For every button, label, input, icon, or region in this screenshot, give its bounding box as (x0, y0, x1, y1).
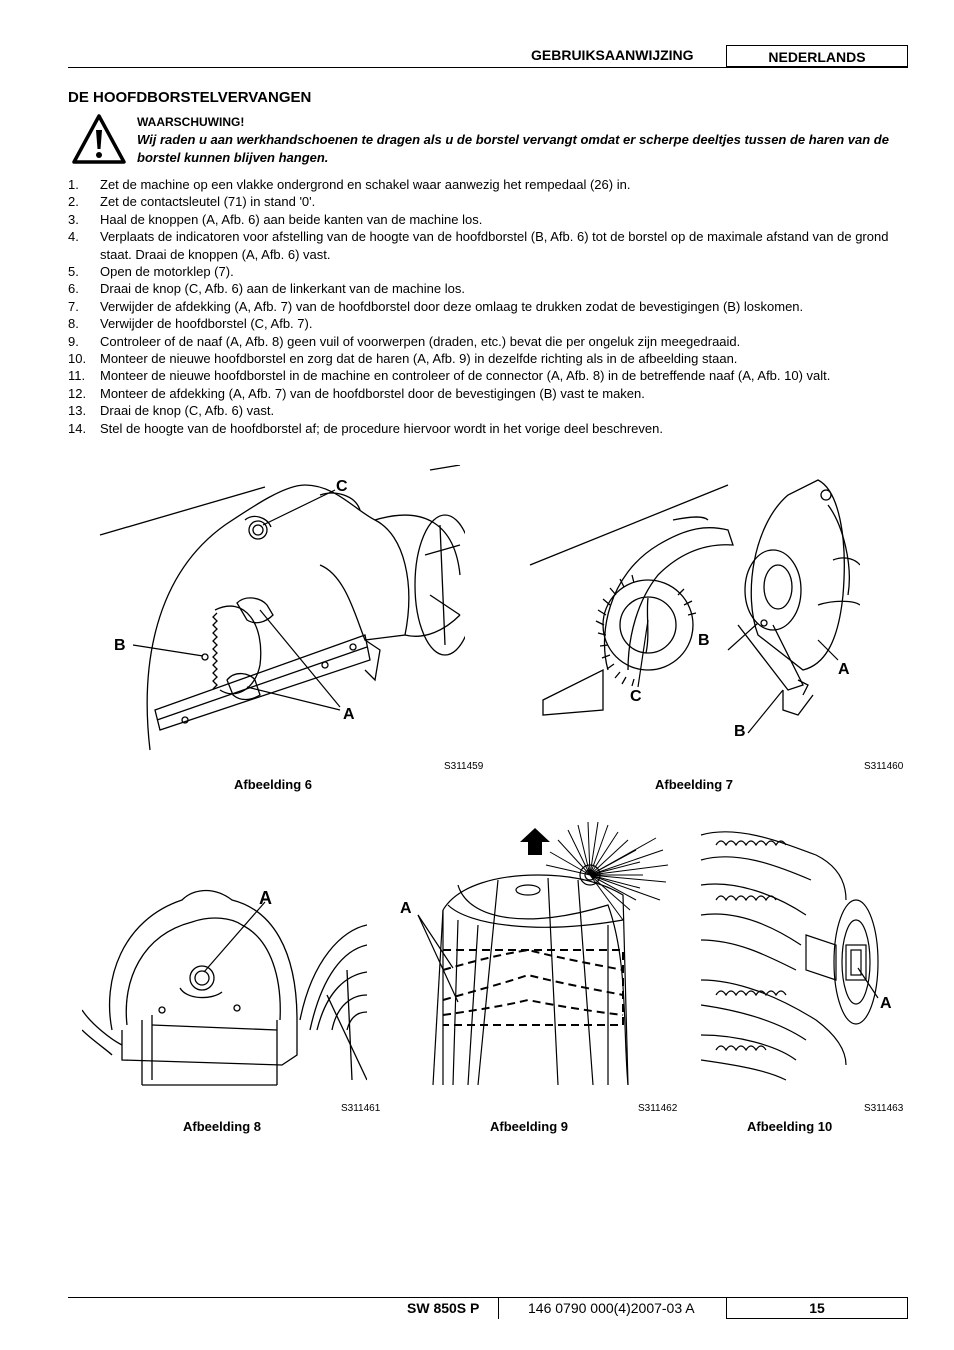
list-item: 7. Verwijder de afdekking (A, Afb. 7) van de hoofdborstel door deze omlaag te drukken zodat de bevestigingen (B) loskomen. (68, 298, 804, 314)
warning-icon (71, 113, 127, 165)
figure-9-illustration (398, 810, 678, 1090)
footer-model: SW 850S P (407, 1300, 480, 1316)
list-item: 9. Controleer of de naaf (A, Afb. 8) geen vuil of voorwerpen (draden, etc.) bevat die per ongeluk zijn meegedraaid. (68, 333, 741, 349)
procedure-steps (68, 176, 898, 437)
footer-doc-number: 146 0790 000(4)2007-03 A (528, 1300, 695, 1316)
header-rule (68, 67, 908, 68)
list-item: 11. Monteer de nieuwe hoofdborstel in de machine en controleer of de connector (A, Afb. 8) in de betreffende naaf (A, Afb. 10) valt. (68, 368, 831, 384)
warning-text: Wij raden u aan werkhandschoenen te dragen als u de borstel vervangt omdat er scherpe deeltjes tussen de haren van de borstel kunnen blijven hangen. (137, 132, 889, 165)
fig7-callout-a: A (838, 661, 850, 678)
figure-6-illustration (95, 465, 465, 755)
page-number: 15 (726, 1297, 908, 1319)
warning-title: WAARSCHUWING! (137, 115, 245, 129)
fig8-callout-a: A (259, 888, 272, 908)
list-item: 13. Draai de knop (C, Afb. 6) vast. (68, 403, 275, 419)
fig7-callout-b-bottom: B (734, 723, 746, 740)
section-title: DE HOOFDBORSTELVERVANGEN (68, 89, 312, 106)
list-item: 1. Zet de machine op een vlakke ondergrond en schakel waar aanwezig het rempedaal (26) in. (68, 177, 631, 192)
fig6-code: S311459 (444, 761, 484, 772)
fig7-callout-c: C (630, 688, 642, 705)
fig6-caption: Afbeelding 6 (234, 777, 313, 792)
fig9-caption: Afbeelding 9 (490, 1119, 569, 1134)
list-item: 2. Zet de contactsleutel (71) in stand '0'. (68, 194, 316, 210)
fig7-caption: Afbeelding 7 (655, 777, 734, 792)
fig9-callout-a: A (400, 900, 412, 917)
figure-8-illustration (82, 880, 367, 1090)
fig7-callout-b-top: B (698, 632, 710, 649)
fig6-callout-a: A (343, 706, 355, 723)
figure-10-illustration (696, 820, 908, 1090)
fig7-code: S311460 (864, 761, 904, 772)
list-item: 8. Verwijder de hoofdborstel (C, Afb. 7). (68, 316, 313, 332)
header-language: NEDERLANDS (726, 45, 908, 67)
figure-7-illustration (528, 465, 860, 755)
list-item: 3. Haal de knoppen (A, Afb. 6) aan beide kanten van de machine los. (68, 211, 483, 227)
fig6-callout-b: B (114, 637, 126, 654)
list-item: 14. Stel de hoogte van de hoofdborstel af; de procedure hiervoor wordt in het vorige deel beschreven. (68, 420, 663, 436)
list-item: 12. Monteer de afdekking (A, Afb. 7) van de hoofdborstel door de bevestigingen (B) vast te maken. (68, 385, 645, 401)
list-item: 10. Monteer de nieuwe hoofdborstel en zorg dat de haren (A, Afb. 9) in dezelfde richting als in de afbeelding staan. (68, 351, 738, 367)
list-item: 6. Draai de knop (C, Afb. 6) aan de linkerkant van de machine los. (68, 281, 465, 297)
fig10-callout-a: A (880, 995, 892, 1012)
fig6-callout-c: C (336, 478, 348, 495)
list-item: 5. Open de motorklep (7). (68, 264, 234, 280)
fig9-code: S311462 (638, 1103, 678, 1114)
fig10-code: S311463 (864, 1103, 904, 1114)
header-title: GEBRUIKSAANWIJZING (531, 47, 694, 63)
fig8-caption: Afbeelding 8 (183, 1119, 262, 1134)
fig10-caption: Afbeelding 10 (747, 1119, 833, 1134)
fig8-code: S311461 (341, 1103, 381, 1114)
list-item: 4. Verplaats de indicatoren voor afstelling van de hoogte van de hoofdborstel (B, Afb. 6) tot de borstel op de maximale afstand van de grond staat. Draai de knoppen (A, Afb. 6) vast. (68, 229, 889, 262)
footer-separator (498, 1297, 499, 1319)
